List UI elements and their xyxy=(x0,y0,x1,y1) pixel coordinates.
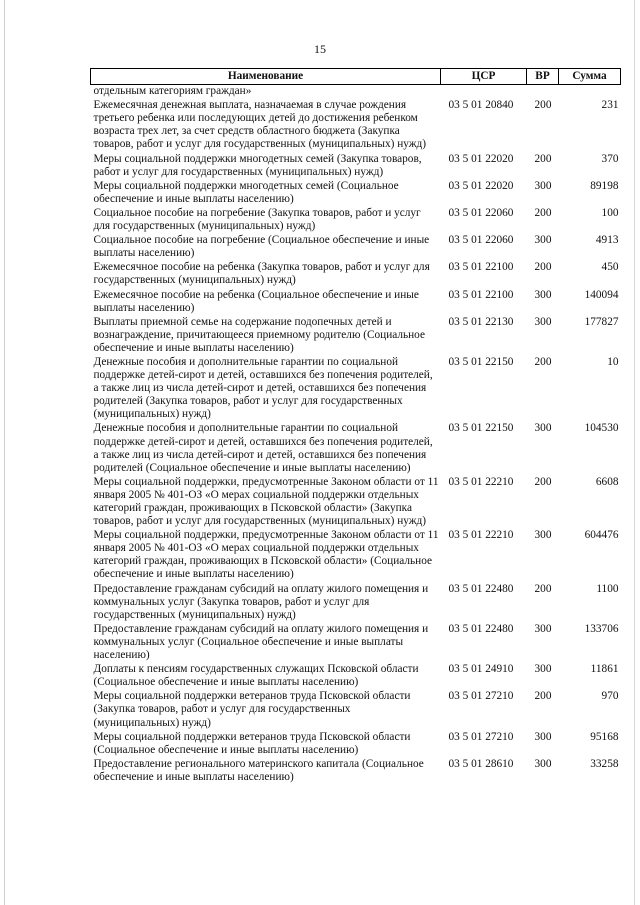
row-csr: 03 5 01 22480 xyxy=(448,622,514,635)
row-csr: 03 5 01 24910 xyxy=(448,663,514,676)
row-name: Денежные пособия и дополнительные гарантии по социальной поддержке детей-сирот и детей, оставшихся без попечения родителей, а также лиц из числа детей-сирот и детей, оставшихся без попечения родителей (Закупка товаров, работ и услуг для государственных (муниципальных) нужд) xyxy=(93,355,433,421)
row-sum: 370 xyxy=(601,152,619,165)
row-vr: 300 xyxy=(534,663,552,676)
row-sum: 133706 xyxy=(584,622,619,635)
row-vr: 200 xyxy=(534,206,552,219)
table-body xyxy=(91,85,621,785)
row-vr: 300 xyxy=(534,288,552,301)
table-row xyxy=(91,316,621,356)
row-sum: 89198 xyxy=(590,179,619,192)
row-vr: 300 xyxy=(534,315,552,328)
table-row xyxy=(91,356,621,422)
row-vr: 200 xyxy=(534,475,552,488)
row-csr: 03 5 01 22150 xyxy=(448,355,514,368)
table-row xyxy=(91,261,621,288)
table-row xyxy=(91,690,621,730)
row-name: Доплаты к пенсиям государственных служащих Псковской области (Социальное обеспечение и иные выплаты населению) xyxy=(93,663,419,689)
row-csr: 03 5 01 22060 xyxy=(448,234,514,247)
row-sum: 100 xyxy=(601,206,619,219)
row-name: Меры социальной поддержки многодетных семей (Закупка товаров, работ и услуг для государственных (муниципальных) нужд) xyxy=(93,152,422,178)
table-row xyxy=(91,234,621,261)
row-name: Социальное пособие на погребение (Социальное обеспечение и иные выплаты населению) xyxy=(93,234,430,260)
row-name: Ежемесячное пособие на ребенка (Социальное обеспечение и иные выплаты населению) xyxy=(93,288,419,314)
header-name: Наименование xyxy=(91,69,441,85)
table-row xyxy=(91,207,621,234)
row-csr: 03 5 01 22100 xyxy=(448,288,514,301)
row-csr: 03 5 01 22020 xyxy=(448,179,514,192)
row-vr: 200 xyxy=(534,355,552,368)
row-vr: 300 xyxy=(534,422,552,435)
header-vr: ВР xyxy=(527,69,559,85)
table-row xyxy=(91,758,621,785)
row-name: Выплаты приемной семье на содержание подопечных детей и вознаграждение, причитающееся приемному родителю (Социальное обеспечение и иные выплаты населению) xyxy=(93,315,425,354)
row-name: Социальное пособие на погребение (Закупка товаров, работ и услуг для государственных (муниципальных) нужд) xyxy=(93,206,421,233)
table-row xyxy=(91,422,621,475)
row-vr: 300 xyxy=(534,730,552,743)
row-name: Ежемесячное пособие на ребенка (Закупка товаров, работ и услуг для государственных (муниципальных) нужд) xyxy=(93,261,430,287)
row-vr: 200 xyxy=(534,261,552,274)
row-sum: 4913 xyxy=(595,234,619,247)
table-row xyxy=(91,180,621,207)
table-row xyxy=(91,289,621,316)
row-csr: 03 5 01 22150 xyxy=(448,422,514,435)
row-vr: 300 xyxy=(534,234,552,247)
row-name: Меры социальной поддержки, предусмотренные Законом области от 11 января 2005 № 401-ОЗ «О мерах социальной поддержки отдельных категорий граждан, проживающих в Псковской области» (Социальное обеспечение и иные выплаты населению) xyxy=(93,529,439,581)
row-sum: 33258 xyxy=(590,757,619,770)
table-header-row xyxy=(91,69,621,85)
row-csr: 03 5 01 22480 xyxy=(448,582,514,595)
row-sum: 11861 xyxy=(590,663,619,676)
row-vr: 300 xyxy=(534,529,552,542)
row-vr: 300 xyxy=(534,179,552,192)
row-name: Предоставление гражданам субсидий на оплату жилого помещения и коммунальных услуг (Социальное обеспечение и иные выплаты населению) xyxy=(93,622,429,662)
row-csr: 03 5 01 28610 xyxy=(448,757,514,770)
page-edge-right xyxy=(634,0,635,905)
row-name: Предоставление регионального материнского капитала (Социальное обеспечение и иные выплаты населению) xyxy=(93,757,424,783)
row-csr: 03 5 01 22130 xyxy=(448,315,514,328)
table-row xyxy=(91,623,621,663)
row-sum: 1100 xyxy=(596,582,619,595)
table-row xyxy=(91,153,621,180)
row-sum: 95168 xyxy=(590,730,619,743)
row-vr: 300 xyxy=(534,622,552,635)
table-row xyxy=(91,529,621,582)
row-vr: 200 xyxy=(534,582,552,595)
row-name: Денежные пособия и дополнительные гарантии по социальной поддержке детей-сирот и детей, оставшихся без попечения родителей, а также лиц из числа детей-сирот и детей, оставшихся без попечения родителей (Социальное обеспечение и иные выплаты населению) xyxy=(93,422,433,474)
row-csr: 03 5 01 22210 xyxy=(448,475,514,488)
row-name: Предоставление гражданам субсидий на оплату жилого помещения и коммунальных услуг (Закупка товаров, работ и услуг для государственных (муниципальных) нужд) xyxy=(93,582,429,621)
row-vr: 300 xyxy=(534,757,552,770)
header-csr: ЦСР xyxy=(441,69,527,85)
row-sum: 970 xyxy=(601,690,619,703)
table-row xyxy=(91,663,621,690)
row-sum: 10 xyxy=(607,355,619,368)
row-csr: 03 5 01 22060 xyxy=(448,206,514,219)
row-csr: 03 5 01 20840 xyxy=(448,99,514,112)
row-vr: 200 xyxy=(534,152,552,165)
row-sum: 6608 xyxy=(595,475,619,488)
table-row xyxy=(91,583,621,623)
continuation-text: отдельным категориям граждан» xyxy=(93,85,252,98)
row-sum: 450 xyxy=(601,261,619,274)
table-row xyxy=(91,99,621,152)
row-name: Меры социальной поддержки многодетных семей (Социальное обеспечение и иные выплаты населению) xyxy=(93,179,399,205)
continuation-row xyxy=(91,85,621,100)
row-sum: 177827 xyxy=(584,315,619,328)
row-csr: 03 5 01 27210 xyxy=(448,690,514,703)
row-csr: 03 5 01 22020 xyxy=(448,152,514,165)
row-sum: 231 xyxy=(601,99,619,112)
row-csr: 03 5 01 22210 xyxy=(448,529,514,542)
row-csr: 03 5 01 27210 xyxy=(448,730,514,743)
row-sum: 604476 xyxy=(584,529,619,542)
header-sum: Сумма xyxy=(559,69,621,85)
row-csr: 03 5 01 22100 xyxy=(448,261,514,274)
row-vr: 200 xyxy=(534,690,552,703)
row-name: Ежемесячная денежная выплата, назначаемая в случае рождения третьего ребенка или последующих детей до достижения ребенком возраста трех лет, за счет средств областного бюджета (Закупка товаров, работ и услуг для государственных (муниципальных) нужд) xyxy=(93,99,427,151)
budget-table xyxy=(90,68,621,785)
page-number: 15 xyxy=(314,42,326,56)
row-vr: 200 xyxy=(534,99,552,112)
row-sum: 140094 xyxy=(584,288,619,301)
table-row xyxy=(91,731,621,758)
row-sum: 104530 xyxy=(584,422,619,435)
table-row xyxy=(91,476,621,529)
row-name: Меры социальной поддержки, предусмотренные Законом области от 11 января 2005 № 401-ОЗ «О мерах социальной поддержки отдельных категорий граждан, проживающих в Псковской области» (Закупка товаров, работ и услуг для государственных (муниципальных) нужд) xyxy=(93,475,439,528)
row-name: Меры социальной поддержки ветеранов труда Псковской области (Социальное обеспечение и иные выплаты населению) xyxy=(93,730,411,756)
row-name: Меры социальной поддержки ветеранов труда Псковской области (Закупка товаров, работ и услуг для государственных (муниципальных) нужд) xyxy=(93,690,411,729)
page-edge-left xyxy=(4,0,5,905)
